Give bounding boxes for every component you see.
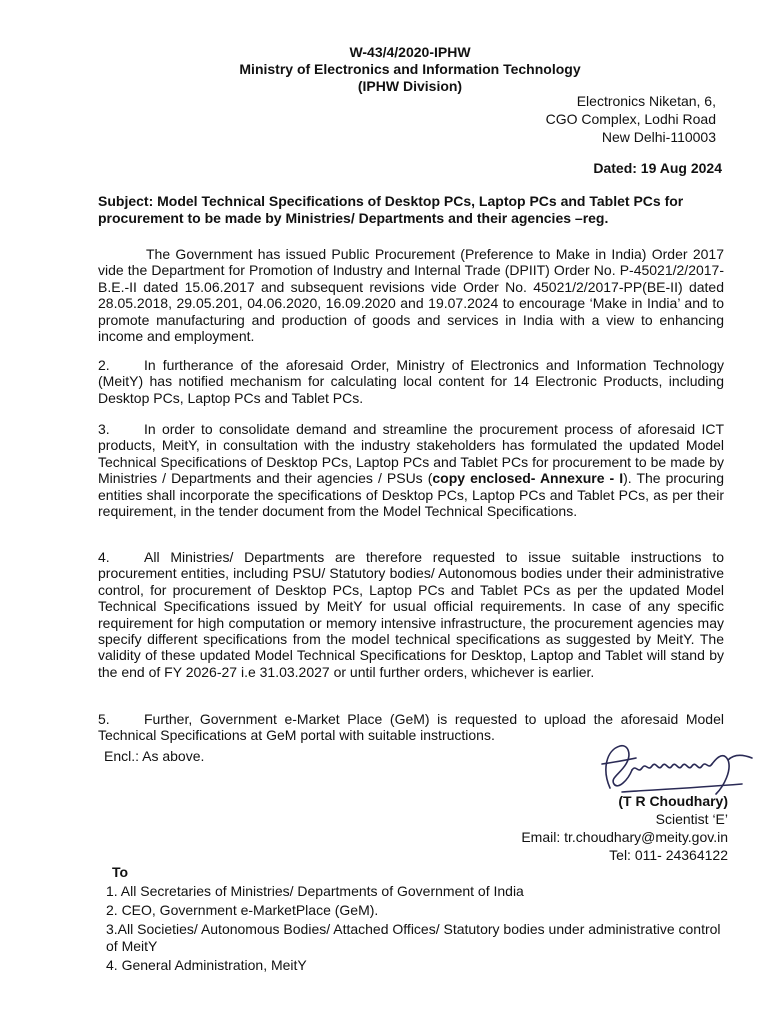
- address-line-1: Electronics Niketan, 6,: [576, 93, 716, 109]
- paragraph-2: [98, 357, 724, 406]
- paragraph-text: All Ministries/ Departments are therefore requested to issue suitable instructions to procurement entities, including PSU/ Statutory bodies/ Autonomous bodies under their administrative control, for procurement of Desktop PCs, Laptop PCs and Tablet PCs as per the updated Model Technical Specifications issued by MeitY for usual official requirements. In case of any specific requirement for high computation or memory intensive infrastructure, the procurement agencies may specify different specifications from the model technical specifications as suggested by MeitY. The validity of these updated Model Technical Specifications for Desktop, Laptop and Tablet will stand by the end of FY 2026-27 i.e 31.03.2027 or until further orders, whichever is earlier.: [98, 549, 724, 680]
- paragraph-number: 2.: [98, 357, 110, 373]
- annexure-reference: copy enclosed- Annexure - I: [432, 470, 624, 487]
- signatory-phone: Tel: 011- 24364122: [609, 847, 728, 863]
- paragraph-text-continued: ). The procuring entities shall incorporate the specifications of Desktop PCs, Laptop PCs and Tablet PCs, as per their requirement, in the tender document from the Model Technical Specifications.: [98, 470, 724, 520]
- paragraph-number: 4.: [98, 549, 110, 565]
- distribution-item: 1. All Secretaries of Ministries/ Departments of Government of India: [106, 883, 524, 899]
- distribution-heading: To: [112, 864, 129, 880]
- paragraph-text: In furtherance of the aforesaid Order, Ministry of Electronics and Information Technology (MeitY) has notified mechanism for calculating local content for 14 Electronic Products, including Desktop PCs, Laptop PCs and Tablet PCs.: [98, 357, 724, 406]
- ministry-name: Ministry of Electronics and Information Technology: [239, 61, 581, 77]
- distribution-item: 4. General Administration, MeitY: [106, 957, 307, 973]
- address-line-2: CGO Complex, Lodhi Road: [545, 111, 716, 127]
- letter-subject: Subject: Model Technical Specifications of Desktop PCs, Laptop PCs and Tablet PCs for procurement to be made by Ministries/ Departments and their agencies –reg.: [98, 193, 684, 226]
- signatory-designation: Scientist ‘E’: [655, 811, 728, 827]
- office-address: [546, 92, 716, 146]
- paragraph-5: [98, 711, 724, 744]
- address-line-3: New Delhi-110003: [601, 129, 716, 145]
- division-name: (IPHW Division): [357, 78, 463, 94]
- signatory-name: (T R Choudhary): [618, 793, 728, 809]
- distribution-list: [106, 864, 736, 974]
- paragraph-intro: The Government has issued Public Procurement (Preference to Make in India) Order 2017 vide the Department for Promotion of Industry and Internal Trade (DPIIT) Order No. P-45021/2/2017-B.E.-II dated 15.06.2017 and subsequent revisions vide Order No. 45021/2/2017-PP(BE-II) dated 28.05.2018, 29.05.201, 04.06.2020, 16.09.2020 and 19.07.2024 to encourage ‘Make in India’ and to promote manufacturing and production of goods and services in India with a view to enhancing income and employment.: [98, 246, 724, 345]
- distribution-item: 3.All Societies/ Autonomous Bodies/ Attached Offices/ Statutory bodies under administrative control of MeitY: [106, 921, 721, 954]
- signatory-block: [521, 792, 728, 864]
- paragraph-3: [98, 421, 724, 519]
- enclosure-note: Encl.: As above.: [104, 748, 205, 764]
- paragraph-text: In order to consolidate demand and streamline the procurement process of aforesaid ICT products, MeitY, in consultation with the industry stakeholders has formulated the updated Model Technical Specifications of Desktop PCs, Laptop PCs and Tablet PCs for procurement to be made by Ministries / Departments and their agencies / PSUs (: [98, 421, 724, 487]
- paragraph-number: 5.: [98, 711, 110, 727]
- reference-number: W-43/4/2020-IPHW: [349, 44, 471, 60]
- paragraph-number: 3.: [98, 421, 110, 437]
- paragraph-text: Further, Government e-Market Place (GeM) is requested to upload the aforesaid Model Technical Specifications at GeM portal with suitable instructions.: [98, 711, 724, 744]
- letter-header: [150, 44, 670, 95]
- paragraph-4: [98, 549, 724, 680]
- distribution-item: 2. CEO, Government e-MarketPlace (GeM).: [106, 902, 379, 918]
- letter-date: Dated: 19 Aug 2024: [593, 160, 722, 176]
- signatory-email: Email: tr.choudhary@meity.gov.in: [521, 829, 728, 845]
